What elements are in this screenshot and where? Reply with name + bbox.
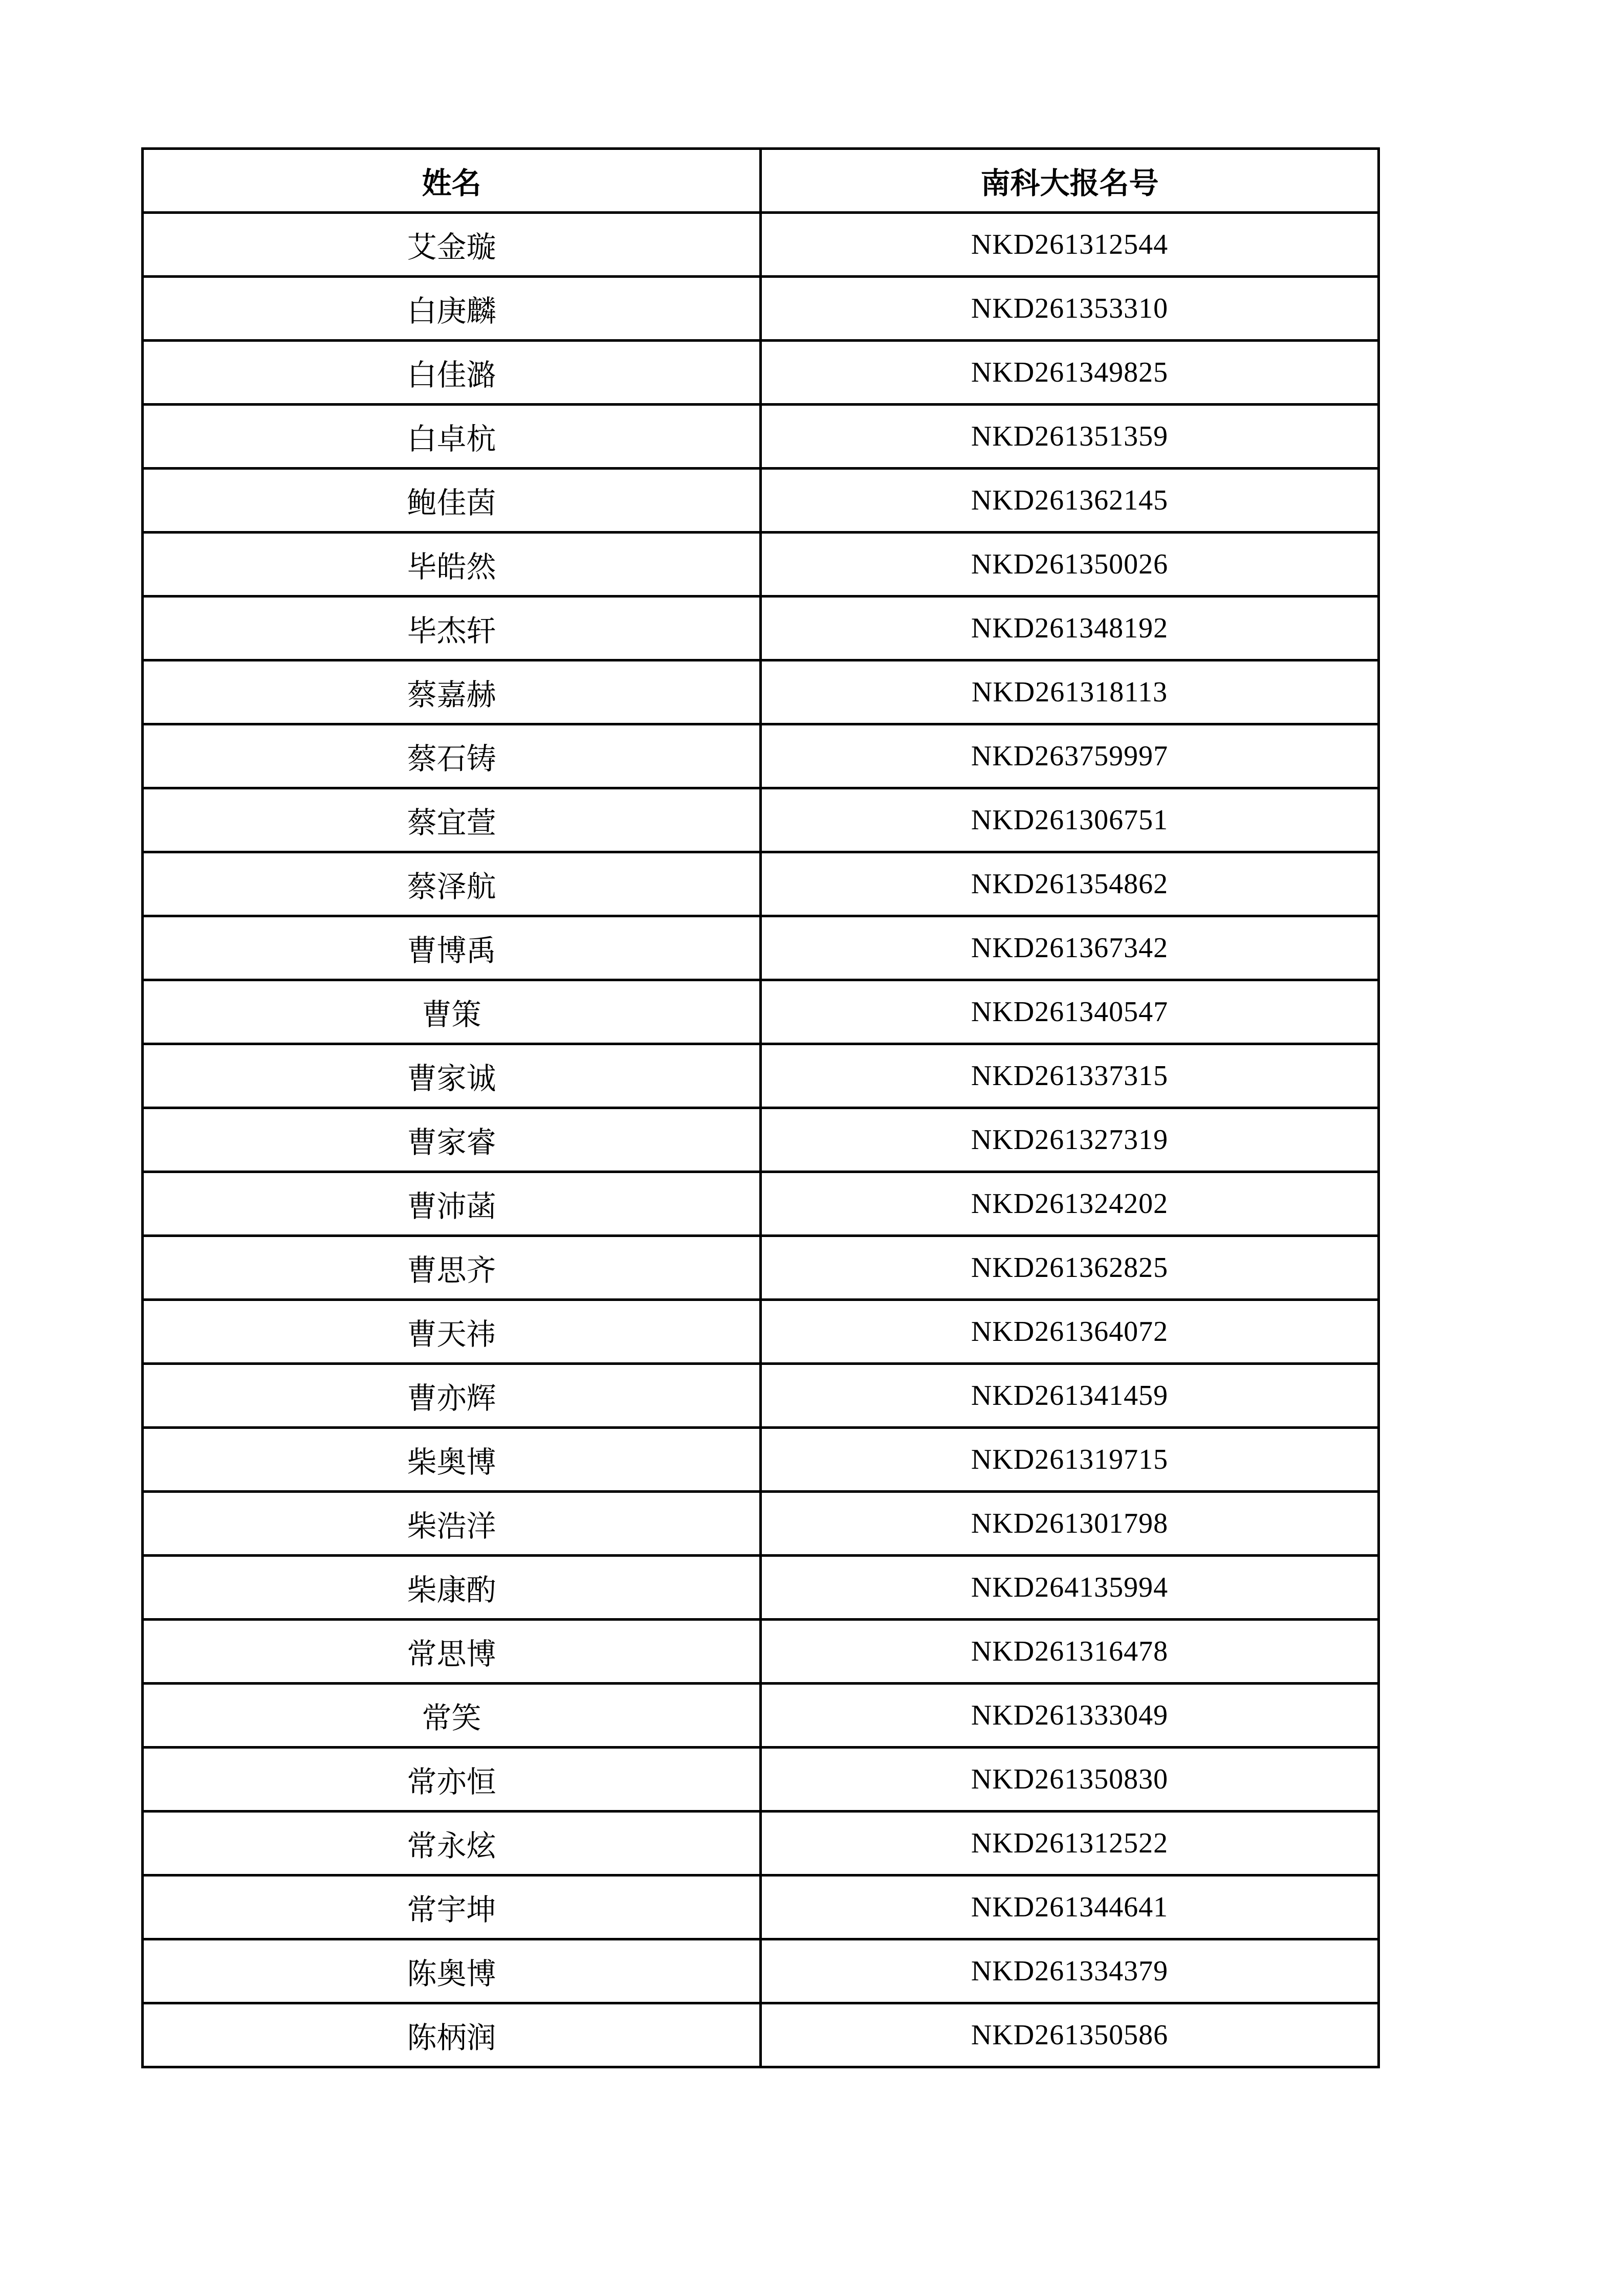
table-row: [143, 533, 1379, 597]
cell-registration-id: NKD261340547: [761, 980, 1379, 1044]
cell-registration-id: NKD261349825: [761, 341, 1379, 405]
cell-name: 白佳潞: [143, 341, 761, 405]
table-row: [143, 980, 1379, 1044]
cell-name: 白卓杭: [143, 405, 761, 469]
table-row: [143, 277, 1379, 341]
cell-registration-id: NKD261354862: [761, 852, 1379, 916]
cell-name: 柴奥博: [143, 1428, 761, 1492]
cell-registration-id: NKD261301798: [761, 1492, 1379, 1556]
table-row: [143, 1300, 1379, 1364]
cell-name: 曹策: [143, 980, 761, 1044]
table-row: [143, 1044, 1379, 1108]
cell-name: 曹博禹: [143, 916, 761, 980]
cell-name: 柴浩洋: [143, 1492, 761, 1556]
table-row: [143, 852, 1379, 916]
cell-name: 蔡石铸: [143, 724, 761, 788]
column-header-name: 姓名: [143, 149, 761, 213]
cell-name: 白庚麟: [143, 277, 761, 341]
table-row: [143, 1172, 1379, 1236]
cell-name: 常亦恒: [143, 1748, 761, 1812]
cell-name: 蔡嘉赫: [143, 660, 761, 724]
cell-name: 陈柄润: [143, 2003, 761, 2067]
table-row: [143, 2003, 1379, 2067]
cell-registration-id: NKD261318113: [761, 660, 1379, 724]
table-row: [143, 1812, 1379, 1875]
cell-registration-id: NKD261344641: [761, 1875, 1379, 1939]
cell-registration-id: NKD261350586: [761, 2003, 1379, 2067]
cell-registration-id: NKD261333049: [761, 1684, 1379, 1748]
cell-registration-id: NKD261353310: [761, 277, 1379, 341]
table-row: [143, 1748, 1379, 1812]
cell-name: 鲍佳茵: [143, 469, 761, 533]
cell-registration-id: NKD261327319: [761, 1108, 1379, 1172]
cell-name: 柴康酌: [143, 1556, 761, 1620]
table-row: [143, 341, 1379, 405]
table-row: [143, 916, 1379, 980]
table-row: [143, 1939, 1379, 2003]
table-row: [143, 405, 1379, 469]
cell-name: 曹家睿: [143, 1108, 761, 1172]
table-row: [143, 1428, 1379, 1492]
cell-registration-id: NKD261341459: [761, 1364, 1379, 1428]
cell-name: 曹家诚: [143, 1044, 761, 1108]
cell-name: 常笑: [143, 1684, 761, 1748]
cell-name: 曹亦辉: [143, 1364, 761, 1428]
table-row: [143, 469, 1379, 533]
table-header: [143, 149, 1379, 213]
table-row: [143, 660, 1379, 724]
cell-registration-id: NKD263759997: [761, 724, 1379, 788]
cell-registration-id: NKD261316478: [761, 1620, 1379, 1684]
cell-name: 蔡宜萱: [143, 788, 761, 852]
cell-name: 常宇坤: [143, 1875, 761, 1939]
cell-registration-id: NKD261337315: [761, 1044, 1379, 1108]
cell-name: 曹沛菡: [143, 1172, 761, 1236]
cell-registration-id: NKD261362825: [761, 1236, 1379, 1300]
column-header-id: 南科大报名号: [761, 149, 1379, 213]
table-row: [143, 1492, 1379, 1556]
table-row: [143, 724, 1379, 788]
table-row: [143, 1236, 1379, 1300]
cell-registration-id: NKD261324202: [761, 1172, 1379, 1236]
cell-registration-id: NKD261367342: [761, 916, 1379, 980]
table-row: [143, 1620, 1379, 1684]
table-row: [143, 597, 1379, 660]
table-row: [143, 1875, 1379, 1939]
cell-name: 艾金璇: [143, 213, 761, 277]
cell-name: 曹天祎: [143, 1300, 761, 1364]
cell-name: 毕皓然: [143, 533, 761, 597]
cell-registration-id: NKD261364072: [761, 1300, 1379, 1364]
cell-name: 常永炫: [143, 1812, 761, 1875]
table-row: [143, 1108, 1379, 1172]
cell-registration-id: NKD261334379: [761, 1939, 1379, 2003]
cell-registration-id: NKD261312522: [761, 1812, 1379, 1875]
cell-registration-id: NKD264135994: [761, 1556, 1379, 1620]
cell-registration-id: NKD261319715: [761, 1428, 1379, 1492]
cell-registration-id: NKD261348192: [761, 597, 1379, 660]
cell-registration-id: NKD261350830: [761, 1748, 1379, 1812]
header-row: [143, 149, 1379, 213]
table-row: [143, 1556, 1379, 1620]
cell-name: 陈奥博: [143, 1939, 761, 2003]
table-row: [143, 1684, 1379, 1748]
roster-table: [141, 147, 1380, 2068]
cell-registration-id: NKD261312544: [761, 213, 1379, 277]
cell-name: 蔡泽航: [143, 852, 761, 916]
table-row: [143, 213, 1379, 277]
cell-registration-id: NKD261351359: [761, 405, 1379, 469]
cell-registration-id: NKD261306751: [761, 788, 1379, 852]
cell-registration-id: NKD261362145: [761, 469, 1379, 533]
cell-registration-id: NKD261350026: [761, 533, 1379, 597]
cell-name: 毕杰轩: [143, 597, 761, 660]
cell-name: 曹思齐: [143, 1236, 761, 1300]
table-row: [143, 788, 1379, 852]
cell-name: 常思博: [143, 1620, 761, 1684]
table-row: [143, 1364, 1379, 1428]
table-body: [143, 213, 1379, 2067]
